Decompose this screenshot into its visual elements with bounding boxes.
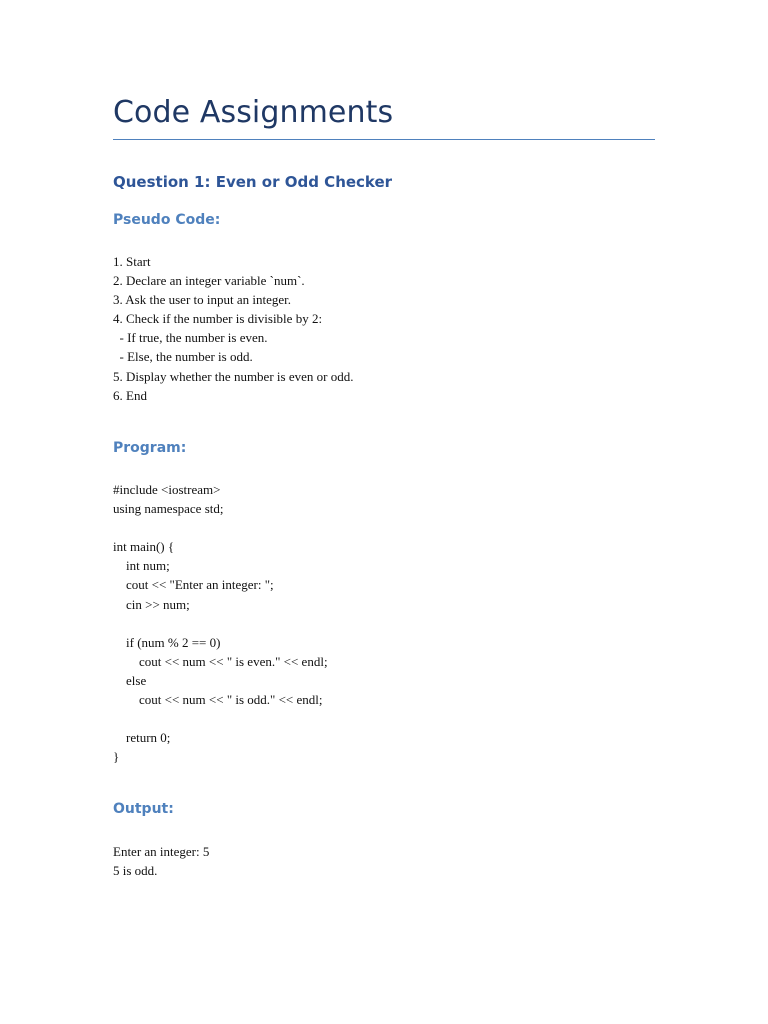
- code-line: cin >> num;: [113, 596, 190, 612]
- code-line: if (num % 2 == 0): [113, 634, 221, 650]
- code-line: }: [113, 749, 120, 765]
- pseudo-code-line: 3. Ask the user to input an integer.: [113, 292, 292, 308]
- pseudo-code-heading: Pseudo Code:: [113, 212, 221, 228]
- pseudo-code-line: 5. Display whether the number is even or odd.: [113, 368, 354, 384]
- title-underline: [113, 139, 655, 140]
- pseudo-code-line: 6. End: [113, 387, 147, 403]
- code-line: int main() {: [113, 539, 175, 555]
- code-line: [113, 614, 328, 633]
- question-heading: Question 1: Even or Odd Checker: [113, 173, 393, 191]
- code-line: cout << num << " is even." << endl;: [113, 653, 328, 669]
- pseudo-code-line: 2. Declare an integer variable `num`.: [113, 273, 305, 289]
- document-title: Code Assignments: [113, 95, 394, 130]
- code-line: #include <iostream>: [113, 482, 221, 497]
- code-line: cout << "Enter an integer: ";: [113, 577, 274, 593]
- output-line: 5 is odd.: [113, 863, 158, 879]
- code-line: [113, 709, 328, 728]
- code-line: cout << num << " is odd." << endl;: [113, 692, 323, 708]
- code-line: int num;: [113, 558, 170, 574]
- code-line: else: [113, 672, 147, 688]
- pseudo-code-line: - Else, the number is odd.: [113, 349, 253, 365]
- code-line: using namespace std;: [113, 501, 224, 517]
- code-line: return 0;: [113, 730, 171, 746]
- pseudo-code-line: - If true, the number is even.: [113, 330, 268, 346]
- output-heading: Output:: [113, 801, 174, 817]
- output-line: Enter an integer: 5: [113, 844, 210, 859]
- pseudo-code-list: [113, 252, 353, 405]
- program-heading: Program:: [113, 440, 187, 456]
- pseudo-code-line: 4. Check if the number is divisible by 2:: [113, 311, 323, 327]
- program-code-block: [113, 480, 328, 766]
- code-line: [113, 518, 328, 537]
- output-block: [113, 842, 209, 880]
- pseudo-code-line: 1. Start: [113, 254, 151, 269]
